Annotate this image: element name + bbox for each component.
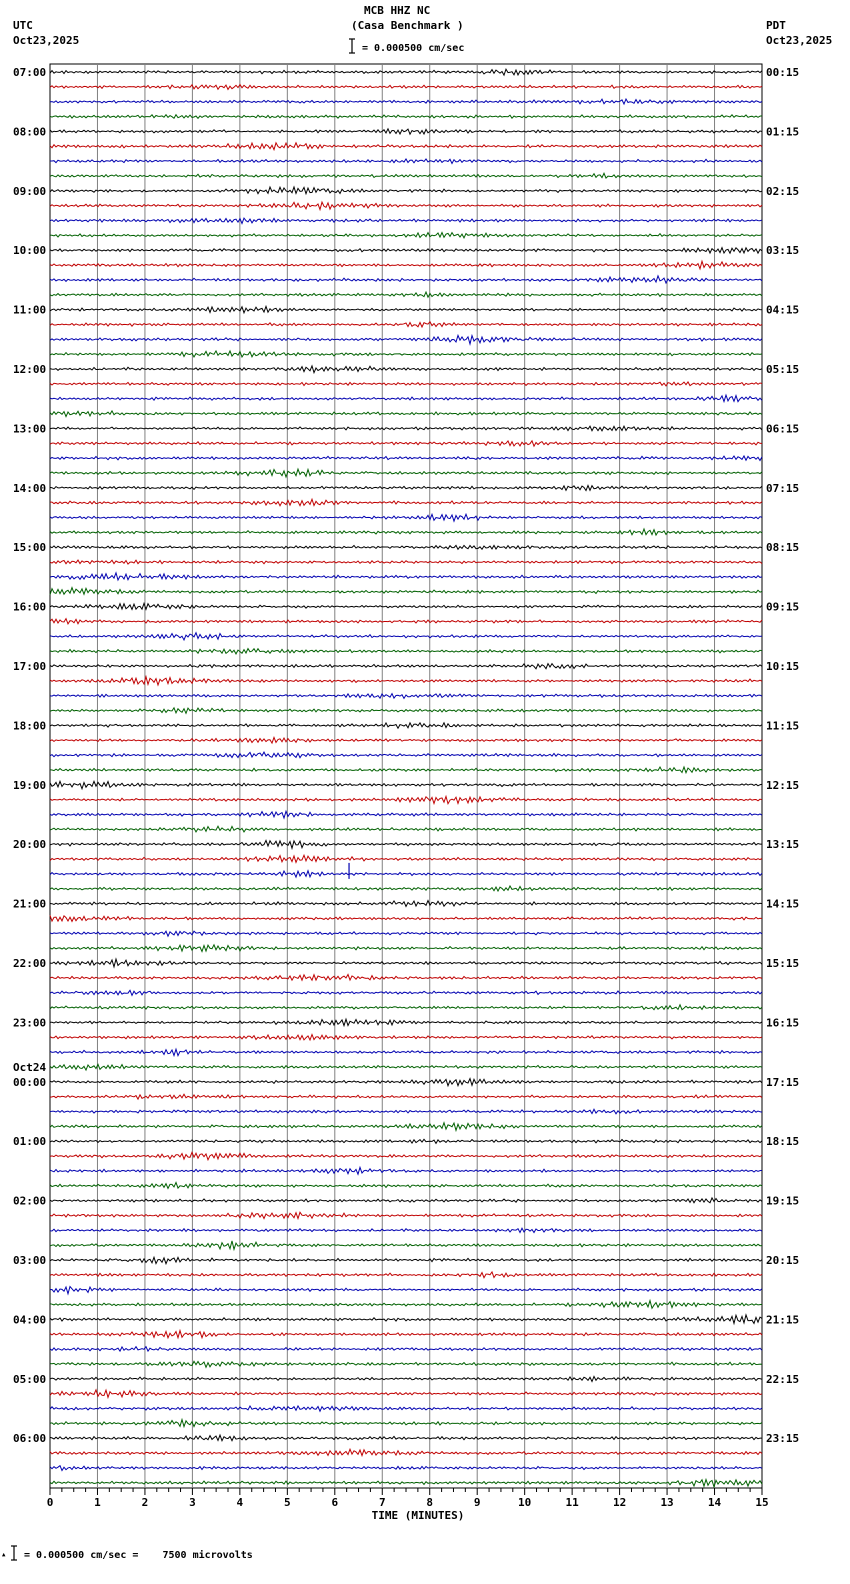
trace-line xyxy=(50,99,762,104)
trace-line xyxy=(50,560,762,564)
trace-line xyxy=(50,1466,762,1471)
x-tick-label: 1 xyxy=(94,1496,101,1509)
trace-line xyxy=(50,1183,762,1189)
trace-line xyxy=(50,292,762,297)
trace-line xyxy=(50,187,762,194)
hour-label-right: 08:15 xyxy=(766,541,800,555)
trace-line xyxy=(50,796,762,803)
hour-label-left: 20:00 xyxy=(13,838,47,852)
hour-label-right: 12:15 xyxy=(766,778,800,792)
trace-line xyxy=(50,1361,762,1367)
left-date: Oct23,2025 xyxy=(13,34,80,47)
trace-line xyxy=(50,306,762,312)
trace-line xyxy=(50,1257,762,1263)
trace-line xyxy=(50,990,762,995)
trace-line xyxy=(50,129,762,134)
hour-label-right: 11:15 xyxy=(766,719,800,733)
trace-line xyxy=(50,248,762,254)
hour-label-left: 11:00 xyxy=(13,303,47,317)
x-tick-label: 12 xyxy=(612,1496,627,1509)
trace-line xyxy=(50,737,762,743)
x-tick-label: 10 xyxy=(518,1496,532,1509)
hour-label-right: 23:15 xyxy=(766,1432,800,1446)
trace-line xyxy=(50,840,762,848)
right-timezone: PDT xyxy=(766,19,786,32)
trace-line xyxy=(50,69,762,75)
hour-label-right: 06:15 xyxy=(766,422,800,436)
x-tick-label: 3 xyxy=(189,1496,196,1509)
trace-line xyxy=(50,1420,762,1427)
trace-line xyxy=(50,1139,762,1143)
hour-label-left: 22:00 xyxy=(13,957,47,970)
hour-label-left: 07:00 xyxy=(13,66,47,79)
trace-line xyxy=(50,1347,762,1351)
trace-line xyxy=(50,499,762,506)
trace-line xyxy=(50,975,762,981)
trace-line xyxy=(50,173,762,178)
trace-line xyxy=(50,143,762,150)
trace-line xyxy=(50,901,762,907)
trace-line xyxy=(50,233,762,238)
trace-line xyxy=(50,1287,762,1294)
station-title: MCB HHZ NC xyxy=(364,4,431,17)
hour-label-right: 13:15 xyxy=(766,838,800,852)
trace-line xyxy=(50,456,762,461)
date-change-label: Oct24 xyxy=(13,1060,47,1074)
trace-line xyxy=(50,767,762,773)
hour-label-left: 04:00 xyxy=(13,1313,47,1327)
hour-label-right: 14:15 xyxy=(766,897,800,911)
footer-marker: ▴ xyxy=(1,1550,7,1560)
trace-line xyxy=(50,1167,762,1174)
trace-line xyxy=(50,708,762,714)
x-tick-label: 8 xyxy=(426,1496,434,1509)
trace-line xyxy=(50,1005,762,1010)
hour-label-left: 03:00 xyxy=(13,1254,47,1267)
trace-line xyxy=(50,1331,762,1338)
hour-label-right: 18:15 xyxy=(766,1135,800,1149)
trace-line xyxy=(50,1228,762,1232)
x-tick-label: 13 xyxy=(660,1496,674,1509)
trace-line xyxy=(50,633,762,640)
trace-line xyxy=(50,545,762,549)
trace-line xyxy=(50,1049,762,1055)
x-tick-label: 15 xyxy=(755,1496,769,1509)
trace-line xyxy=(50,382,762,386)
trace-line xyxy=(50,1109,762,1114)
trace-line xyxy=(50,677,762,685)
trace-line xyxy=(50,514,762,521)
trace-line xyxy=(50,1315,762,1324)
hour-label-left: 15:00 xyxy=(13,541,47,555)
hour-label-right: 09:15 xyxy=(766,600,800,614)
trace-line xyxy=(50,261,762,269)
trace-line xyxy=(50,931,762,936)
trace-line xyxy=(50,1435,762,1441)
hour-label-left: 00:00 xyxy=(13,1075,47,1089)
hour-label-right: 04:15 xyxy=(766,303,800,317)
trace-line xyxy=(50,588,762,595)
hour-label-left: 13:00 xyxy=(13,422,47,436)
trace-line xyxy=(50,426,762,431)
hour-label-right: 16:15 xyxy=(766,1016,800,1030)
hour-label-left: 05:00 xyxy=(13,1372,47,1386)
x-axis-label: TIME (MINUTES) xyxy=(371,1509,465,1522)
trace-line xyxy=(50,1019,762,1025)
trace-line xyxy=(50,276,762,283)
trace-line xyxy=(50,469,762,477)
trace-line xyxy=(50,1390,762,1398)
trace-line xyxy=(50,1377,762,1382)
footer-scale-bar-icon xyxy=(9,1545,21,1563)
trace-line xyxy=(50,1449,762,1455)
trace-line xyxy=(50,619,762,624)
trace-line xyxy=(50,159,762,164)
trace-line xyxy=(50,1480,762,1487)
trace-line xyxy=(50,1406,762,1411)
trace-line xyxy=(50,664,762,669)
trace-line xyxy=(50,945,762,952)
x-tick-label: 7 xyxy=(378,1496,386,1509)
site-name: (Casa Benchmark ) xyxy=(351,19,464,32)
hour-label-left: 08:00 xyxy=(13,125,47,139)
hour-label-right: 07:15 xyxy=(766,481,800,495)
x-tick-label: 6 xyxy=(331,1496,339,1509)
hour-label-left: 12:00 xyxy=(13,363,47,376)
trace-line xyxy=(50,781,762,789)
hour-label-left: 02:00 xyxy=(13,1194,47,1208)
trace-line xyxy=(50,603,762,609)
x-tick-label: 4 xyxy=(236,1496,244,1509)
x-tick-label: 0 xyxy=(46,1496,54,1509)
hour-label-right: 10:15 xyxy=(766,660,800,673)
hour-label-right: 22:15 xyxy=(766,1372,800,1386)
trace-line xyxy=(50,202,762,210)
hour-label-right: 21:15 xyxy=(766,1313,800,1327)
hour-label-right: 17:15 xyxy=(766,1075,800,1089)
trace-line xyxy=(50,115,762,119)
hour-label-right: 05:15 xyxy=(766,363,800,376)
trace-line xyxy=(50,411,762,417)
trace-line xyxy=(50,1212,762,1218)
trace-line xyxy=(50,871,762,877)
trace-line xyxy=(50,1272,762,1278)
trace-line xyxy=(50,1123,762,1131)
trace-line xyxy=(50,366,762,373)
trace-line xyxy=(50,1152,762,1160)
trace-line xyxy=(50,1198,762,1203)
right-date: Oct23,2025 xyxy=(766,34,833,47)
trace-line xyxy=(50,335,762,344)
trace-line xyxy=(50,1094,762,1099)
trace-line xyxy=(50,85,762,90)
hour-label-right: 02:15 xyxy=(766,184,800,198)
trace-line xyxy=(50,915,762,921)
trace-line xyxy=(50,529,762,535)
trace-line xyxy=(50,351,762,357)
hour-label-left: 06:00 xyxy=(13,1432,47,1446)
hour-label-left: 01:00 xyxy=(13,1135,47,1149)
hour-label-left: 21:00 xyxy=(13,897,47,911)
x-tick-label: 14 xyxy=(707,1496,722,1509)
x-tick-label: 5 xyxy=(284,1496,291,1509)
trace-line xyxy=(50,811,762,818)
hour-label-right: 03:15 xyxy=(766,244,800,258)
hour-label-right: 01:15 xyxy=(766,125,800,139)
hour-label-right: 19:15 xyxy=(766,1194,800,1208)
hour-label-left: 10:00 xyxy=(13,244,47,258)
hour-label-right: 00:15 xyxy=(766,66,800,79)
trace-line xyxy=(50,218,762,223)
trace-line xyxy=(50,886,762,891)
trace-line xyxy=(50,573,762,580)
scale-label: = 0.000500 cm/sec xyxy=(362,43,465,54)
trace-line xyxy=(50,1241,762,1250)
trace-line xyxy=(50,322,762,327)
trace-line xyxy=(50,855,762,862)
trace-line xyxy=(50,441,762,446)
left-timezone: UTC xyxy=(13,19,33,32)
trace-line xyxy=(50,1079,762,1086)
hour-label-right: 20:15 xyxy=(766,1254,800,1267)
x-tick-label: 2 xyxy=(141,1496,149,1509)
trace-line xyxy=(50,395,762,402)
trace-line xyxy=(50,649,762,654)
trace-line xyxy=(50,752,762,758)
hour-label-left: 23:00 xyxy=(13,1016,47,1030)
x-tick-label: 9 xyxy=(473,1496,481,1509)
trace-line xyxy=(50,1035,762,1041)
hour-label-right: 15:15 xyxy=(766,957,800,970)
hour-label-left: 18:00 xyxy=(13,719,47,733)
x-tick-label: 11 xyxy=(565,1496,579,1509)
hour-label-left: 19:00 xyxy=(13,778,47,792)
trace-line xyxy=(50,723,762,728)
hour-label-left: 16:00 xyxy=(13,600,47,614)
trace-line xyxy=(50,1301,762,1309)
trace-line xyxy=(50,959,762,967)
footer-scale-label: = 0.000500 cm/sec = 7500 microvolts xyxy=(24,1550,253,1561)
trace-line xyxy=(50,1064,762,1070)
hour-label-left: 17:00 xyxy=(13,660,47,673)
hour-label-left: 09:00 xyxy=(13,184,47,198)
hour-label-left: 14:00 xyxy=(13,481,47,495)
trace-line xyxy=(50,826,762,832)
trace-line xyxy=(50,486,762,491)
trace-line xyxy=(50,694,762,699)
